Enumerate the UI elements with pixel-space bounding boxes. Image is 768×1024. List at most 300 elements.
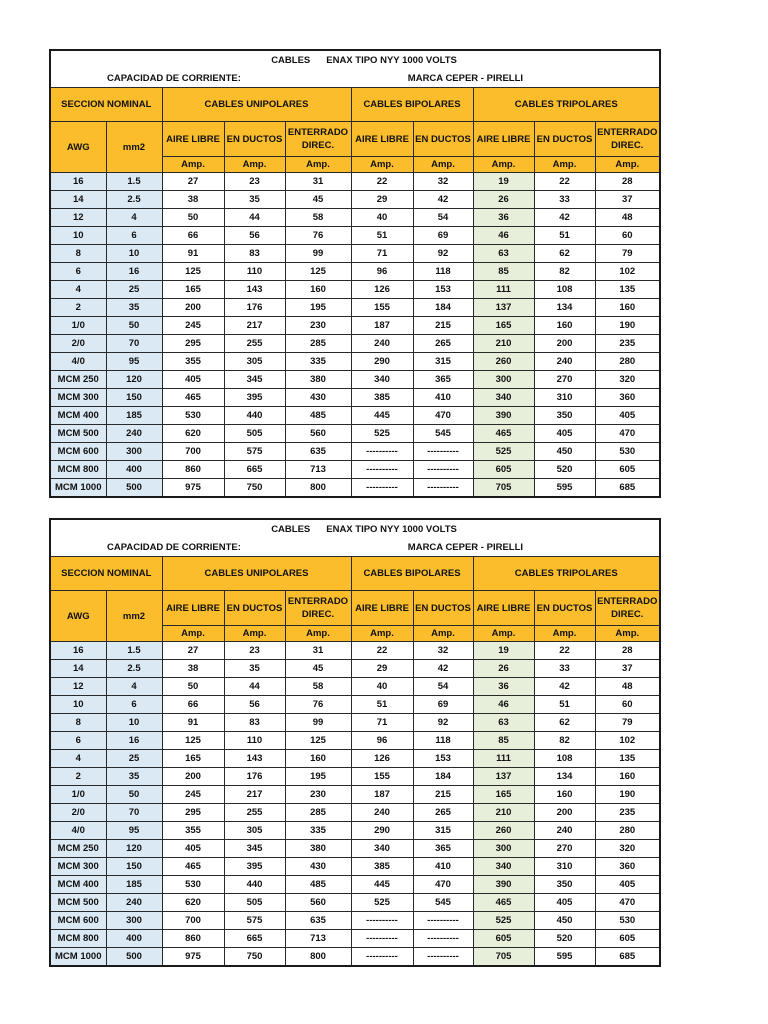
table-cell: 143 [224, 281, 285, 299]
table-cell: 335 [285, 353, 351, 371]
table-cell: 150 [106, 858, 162, 876]
table-cell: 525 [351, 425, 413, 443]
table-cell: 1.5 [106, 642, 162, 660]
table-cell: 28 [595, 642, 660, 660]
table-cell: 118 [413, 732, 473, 750]
table-cell: 35 [224, 660, 285, 678]
table-cell: 14 [50, 660, 106, 678]
table-cell: 360 [595, 858, 660, 876]
table-subtitle [50, 538, 660, 557]
table-cell: 575 [224, 912, 285, 930]
table-cell: 265 [413, 804, 473, 822]
table-cell: 60 [595, 227, 660, 245]
table-cell: 16 [50, 642, 106, 660]
table-row [50, 822, 660, 840]
table-cell: ---------- [351, 443, 413, 461]
table-cell: 2/0 [50, 335, 106, 353]
table-cell: 430 [285, 389, 351, 407]
table-cell: 340 [473, 389, 534, 407]
table-cell: 126 [351, 750, 413, 768]
table-cell: 285 [285, 804, 351, 822]
table-cell: 42 [534, 209, 595, 227]
table-cell: 137 [473, 768, 534, 786]
table-cell: 320 [595, 840, 660, 858]
table-row [50, 660, 660, 678]
table-cell: 230 [285, 786, 351, 804]
header-cables-bipolares: CABLES BIPOLARES [351, 557, 473, 591]
table-cell: 160 [595, 768, 660, 786]
table-cell: 4 [50, 750, 106, 768]
table-cell: 240 [351, 335, 413, 353]
table-row [50, 479, 660, 498]
table-cell: 29 [351, 191, 413, 209]
table-cell: 345 [224, 371, 285, 389]
table-cell: 125 [162, 263, 224, 281]
table-cell: 410 [413, 389, 473, 407]
unit-label: Amp. [413, 626, 473, 642]
table-cell: 12 [50, 678, 106, 696]
brand-label: MARCA CEPER - PIRELLI [407, 541, 524, 553]
table-row [50, 227, 660, 245]
title-left: CABLES [271, 523, 311, 535]
table-cell: 2 [50, 299, 106, 317]
header-uni-2: ENTERRADO DIREC. [285, 591, 351, 626]
table-cell: 700 [162, 443, 224, 461]
table-cell: 800 [285, 948, 351, 967]
table-cell: 25 [106, 281, 162, 299]
table-row [50, 894, 660, 912]
table-cell: MCM 400 [50, 407, 106, 425]
table-cell: MCM 500 [50, 894, 106, 912]
table-cell: 470 [413, 407, 473, 425]
header-tri-2: ENTERRADO DIREC. [595, 591, 660, 626]
table-cell: 700 [162, 912, 224, 930]
table-cell: MCM 600 [50, 443, 106, 461]
table-cell: 200 [162, 299, 224, 317]
header-seccion-nominal: SECCION NOMINAL [50, 88, 162, 122]
table-row [50, 407, 660, 425]
table-row [50, 299, 660, 317]
table-cell: 380 [285, 371, 351, 389]
table-cell: 305 [224, 822, 285, 840]
table-cell: 19 [473, 642, 534, 660]
table-cell: 110 [224, 263, 285, 281]
table-cell: 79 [595, 245, 660, 263]
table-cell: 705 [473, 948, 534, 967]
table-cell: 16 [106, 732, 162, 750]
table-row [50, 876, 660, 894]
table-cell: 51 [351, 696, 413, 714]
table-cell: 195 [285, 768, 351, 786]
table-cell: 360 [595, 389, 660, 407]
table-row [50, 173, 660, 191]
table-cell: 22 [351, 642, 413, 660]
table-cell: 395 [224, 858, 285, 876]
table-cell: 62 [534, 245, 595, 263]
table-cell: MCM 300 [50, 858, 106, 876]
table-cell: 160 [534, 786, 595, 804]
table-cell: 560 [285, 894, 351, 912]
header-uni-1: EN DUCTOS [224, 591, 285, 626]
table-cell: 12 [50, 209, 106, 227]
table-cell: 120 [106, 840, 162, 858]
header-cables-bipolares: CABLES BIPOLARES [351, 88, 473, 122]
header-uni-2: ENTERRADO DIREC. [285, 122, 351, 157]
table-cell: 620 [162, 425, 224, 443]
table-cell: 445 [351, 876, 413, 894]
table-cell: 465 [162, 858, 224, 876]
table-cell: 4/0 [50, 353, 106, 371]
table-cell: 530 [595, 912, 660, 930]
table-cell: 240 [106, 425, 162, 443]
table-row [50, 371, 660, 389]
table-cell: 92 [413, 245, 473, 263]
table-cell: 215 [413, 317, 473, 335]
table-row [50, 443, 660, 461]
table-cell: 8 [50, 714, 106, 732]
table-cell: 27 [162, 173, 224, 191]
table-cell: 245 [162, 317, 224, 335]
table-cell: 6 [106, 227, 162, 245]
table-cell: 210 [473, 335, 534, 353]
table-cell: 235 [595, 804, 660, 822]
table-cell: 713 [285, 930, 351, 948]
table-cell: ---------- [413, 948, 473, 967]
table-cell: 160 [595, 299, 660, 317]
table-cell: MCM 300 [50, 389, 106, 407]
table-cell: 137 [473, 299, 534, 317]
table-cell: 405 [534, 425, 595, 443]
table-cell: 69 [413, 696, 473, 714]
table-cell: 71 [351, 245, 413, 263]
table-cell: 22 [351, 173, 413, 191]
table-cell: 200 [162, 768, 224, 786]
table-cell: 470 [595, 894, 660, 912]
table-cell: 355 [162, 822, 224, 840]
table-cell: 63 [473, 245, 534, 263]
table-cell: 1/0 [50, 786, 106, 804]
table-cell: 505 [224, 425, 285, 443]
table-cell: MCM 800 [50, 930, 106, 948]
table-cell: 440 [224, 876, 285, 894]
table-cell: 190 [595, 317, 660, 335]
table-cell: 79 [595, 714, 660, 732]
table-cell: 217 [224, 317, 285, 335]
table-cell: 365 [413, 371, 473, 389]
table-cell: 525 [351, 894, 413, 912]
header-bi-1: EN DUCTOS [413, 591, 473, 626]
capacity-table-2 [49, 518, 659, 967]
table-cell: 54 [413, 678, 473, 696]
unit-label: Amp. [534, 626, 595, 642]
table-cell: 235 [595, 335, 660, 353]
table-cell: 6 [50, 732, 106, 750]
table-cell: MCM 600 [50, 912, 106, 930]
table-cell: 295 [162, 804, 224, 822]
table-cell: 975 [162, 948, 224, 967]
unit-label: Amp. [351, 157, 413, 173]
table-cell: 975 [162, 479, 224, 498]
table-row [50, 948, 660, 967]
table-cell: 500 [106, 479, 162, 498]
table-cell: 315 [413, 822, 473, 840]
table-cell: 350 [534, 876, 595, 894]
table-cell: 10 [106, 714, 162, 732]
unit-label: Amp. [285, 157, 351, 173]
table-cell: 125 [285, 732, 351, 750]
table-cell: 260 [473, 353, 534, 371]
table-cell: 465 [473, 425, 534, 443]
header-uni-0: AIRE LIBRE [162, 591, 224, 626]
table-cell: 22 [534, 173, 595, 191]
table-cell: ---------- [413, 443, 473, 461]
table-cell: 1/0 [50, 317, 106, 335]
table-cell: 305 [224, 353, 285, 371]
table-cell: 14 [50, 191, 106, 209]
table-cell: 240 [534, 353, 595, 371]
table-cell: 410 [413, 858, 473, 876]
table-cell: 38 [162, 660, 224, 678]
table-cell: 16 [106, 263, 162, 281]
table-row [50, 389, 660, 407]
table-cell: 25 [106, 750, 162, 768]
capacity-label: CAPACIDAD DE CORRIENTE: [107, 72, 241, 84]
table-cell: 99 [285, 714, 351, 732]
header-mm2: mm2 [106, 591, 162, 642]
table-cell: 91 [162, 714, 224, 732]
table-cell: 44 [224, 678, 285, 696]
table-cell: 195 [285, 299, 351, 317]
table-cell: 345 [224, 840, 285, 858]
header-uni-0: AIRE LIBRE [162, 122, 224, 157]
table-cell: 525 [473, 912, 534, 930]
table-cell: 6 [106, 696, 162, 714]
table-cell: 355 [162, 353, 224, 371]
table-cell: 150 [106, 389, 162, 407]
capacity-table-1 [49, 49, 659, 498]
table-cell: ---------- [413, 912, 473, 930]
table-cell: 260 [473, 822, 534, 840]
table-cell: ---------- [351, 930, 413, 948]
table-cell: 108 [534, 750, 595, 768]
table-cell: 50 [162, 209, 224, 227]
unit-label: Amp. [162, 626, 224, 642]
table-cell: 595 [534, 948, 595, 967]
table-cell: 230 [285, 317, 351, 335]
table-cell: 111 [473, 281, 534, 299]
table-cell: 385 [351, 389, 413, 407]
table-cell: ---------- [413, 930, 473, 948]
table-cell: 120 [106, 371, 162, 389]
table-cell: 605 [595, 461, 660, 479]
table-cell: 48 [595, 678, 660, 696]
table-cell: 255 [224, 804, 285, 822]
table-cell: 390 [473, 407, 534, 425]
ampacity-table [49, 49, 661, 498]
table-cell: 50 [106, 786, 162, 804]
table-cell: 58 [285, 678, 351, 696]
table-cell: 560 [285, 425, 351, 443]
header-cables-tripolares: CABLES TRIPOLARES [473, 557, 660, 591]
table-cell: 184 [413, 768, 473, 786]
table-cell: 10 [50, 227, 106, 245]
header-uni-1: EN DUCTOS [224, 122, 285, 157]
table-cell: 165 [162, 750, 224, 768]
table-cell: 45 [285, 660, 351, 678]
table-cell: 335 [285, 822, 351, 840]
table-cell: 190 [595, 786, 660, 804]
table-row [50, 245, 660, 263]
table-cell: 400 [106, 461, 162, 479]
table-cell: 26 [473, 191, 534, 209]
table-cell: 265 [413, 335, 473, 353]
unit-label: Amp. [224, 157, 285, 173]
table-cell: 280 [595, 822, 660, 840]
table-cell: 340 [351, 371, 413, 389]
table-cell: 135 [595, 281, 660, 299]
table-cell: 605 [595, 930, 660, 948]
table-cell: 51 [534, 227, 595, 245]
table-cell: 46 [473, 227, 534, 245]
table-cell: 35 [106, 768, 162, 786]
table-cell: 35 [106, 299, 162, 317]
table-row [50, 930, 660, 948]
table-row [50, 335, 660, 353]
table-cell: 58 [285, 209, 351, 227]
header-tri-0: AIRE LIBRE [473, 122, 534, 157]
table-cell: 40 [351, 678, 413, 696]
table-cell: 92 [413, 714, 473, 732]
table-cell: 102 [595, 263, 660, 281]
unit-label: Amp. [162, 157, 224, 173]
table-cell: 450 [534, 912, 595, 930]
table-cell: 210 [473, 804, 534, 822]
header-tri-1: EN DUCTOS [534, 122, 595, 157]
table-cell: 10 [50, 696, 106, 714]
table-cell: 10 [106, 245, 162, 263]
table-cell: ---------- [413, 479, 473, 498]
table-cell: 405 [534, 894, 595, 912]
unit-label: Amp. [285, 626, 351, 642]
table-cell: 440 [224, 407, 285, 425]
table-row [50, 425, 660, 443]
unit-label: Amp. [351, 626, 413, 642]
table-cell: 310 [534, 389, 595, 407]
table-cell: 500 [106, 948, 162, 967]
title-left: CABLES [271, 54, 311, 66]
table-row [50, 317, 660, 335]
table-cell: 37 [595, 660, 660, 678]
table-cell: 176 [224, 299, 285, 317]
table-cell: 32 [413, 173, 473, 191]
header-awg: AWG [50, 591, 106, 642]
table-cell: 315 [413, 353, 473, 371]
table-cell: 255 [224, 335, 285, 353]
table-cell: 380 [285, 840, 351, 858]
table-cell: 270 [534, 371, 595, 389]
table-cell: 285 [285, 335, 351, 353]
table-cell: 240 [351, 804, 413, 822]
table-title [50, 50, 660, 69]
table-cell: 118 [413, 263, 473, 281]
table-row [50, 714, 660, 732]
table-row [50, 642, 660, 660]
table-cell: 29 [351, 660, 413, 678]
table-cell: 4 [106, 209, 162, 227]
table-row [50, 768, 660, 786]
table-cell: 22 [534, 642, 595, 660]
table-cell: 165 [162, 281, 224, 299]
table-cell: 76 [285, 227, 351, 245]
table-cell: 575 [224, 443, 285, 461]
table-title [50, 519, 660, 538]
table-row [50, 786, 660, 804]
table-cell: 185 [106, 876, 162, 894]
table-cell: 56 [224, 696, 285, 714]
table-row [50, 804, 660, 822]
table-cell: 51 [351, 227, 413, 245]
table-cell: 160 [534, 317, 595, 335]
table-cell: 365 [413, 840, 473, 858]
table-row [50, 750, 660, 768]
table-cell: ---------- [351, 912, 413, 930]
table-cell: 395 [224, 389, 285, 407]
table-cell: 405 [595, 407, 660, 425]
table-cell: 134 [534, 299, 595, 317]
table-cell: 40 [351, 209, 413, 227]
header-tri-2: ENTERRADO DIREC. [595, 122, 660, 157]
table-cell: 44 [224, 209, 285, 227]
table-row [50, 263, 660, 281]
table-cell: 520 [534, 930, 595, 948]
table-cell: 295 [162, 335, 224, 353]
header-cables-unipolares: CABLES UNIPOLARES [162, 557, 351, 591]
table-cell: 50 [106, 317, 162, 335]
table-cell: 750 [224, 948, 285, 967]
table-cell: 595 [534, 479, 595, 498]
table-cell: 96 [351, 732, 413, 750]
table-cell: MCM 800 [50, 461, 106, 479]
table-cell: 187 [351, 786, 413, 804]
table-cell: 860 [162, 930, 224, 948]
table-cell: 70 [106, 335, 162, 353]
table-row [50, 912, 660, 930]
table-cell: 405 [162, 371, 224, 389]
table-cell: 450 [534, 443, 595, 461]
table-cell: MCM 500 [50, 425, 106, 443]
table-cell: 76 [285, 696, 351, 714]
table-cell: 465 [473, 894, 534, 912]
table-cell: 42 [534, 678, 595, 696]
table-cell: 83 [224, 245, 285, 263]
table-cell: 485 [285, 407, 351, 425]
table-cell: 300 [106, 443, 162, 461]
table-cell: 240 [534, 822, 595, 840]
table-cell: 36 [473, 678, 534, 696]
table-cell: 2/0 [50, 804, 106, 822]
table-cell: 525 [473, 443, 534, 461]
table-cell: 160 [285, 281, 351, 299]
table-cell: 185 [106, 407, 162, 425]
table-cell: 91 [162, 245, 224, 263]
table-cell: 96 [351, 263, 413, 281]
table-cell: 38 [162, 191, 224, 209]
table-cell: MCM 400 [50, 876, 106, 894]
table-cell: MCM 1000 [50, 479, 106, 498]
header-cables-tripolares: CABLES TRIPOLARES [473, 88, 660, 122]
header-seccion-nominal: SECCION NOMINAL [50, 557, 162, 591]
capacity-label: CAPACIDAD DE CORRIENTE: [107, 541, 241, 553]
